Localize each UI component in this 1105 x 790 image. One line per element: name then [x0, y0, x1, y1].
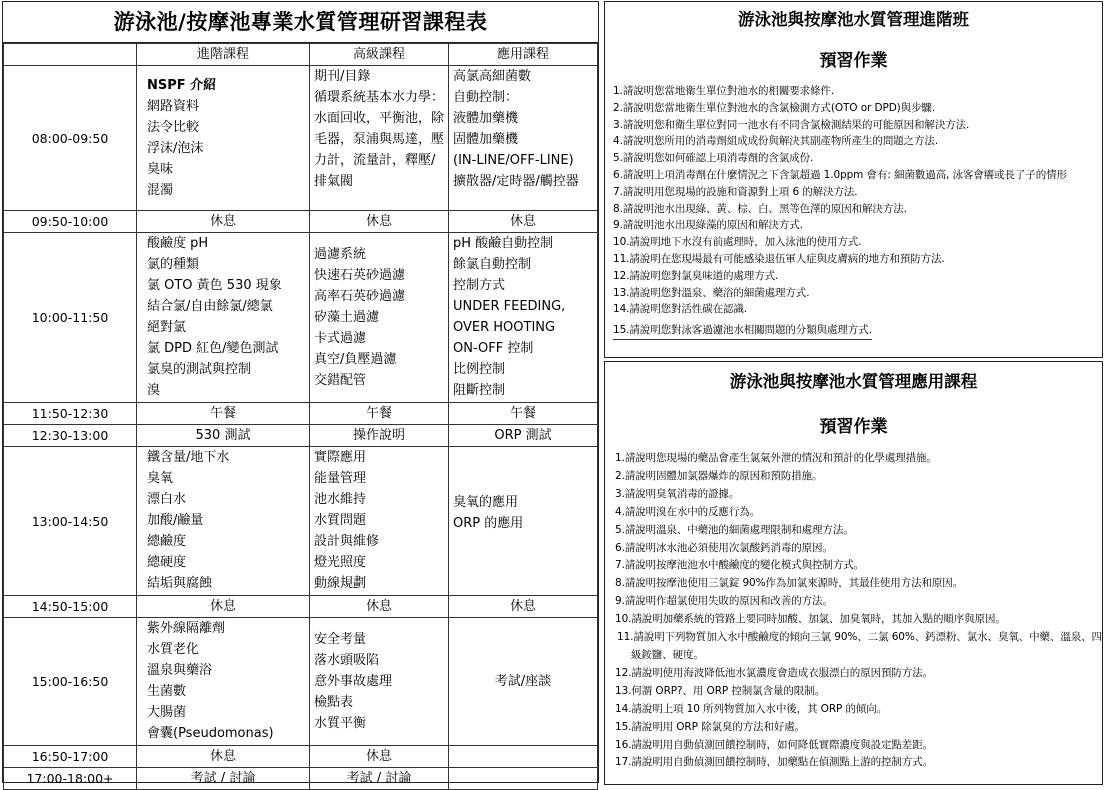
empty-cell: [449, 768, 598, 790]
question-item: 3.請說明您和衛生單位對同一池水有不同含氯檢測結果的可能原因和解決方法.: [613, 118, 970, 131]
header-applied: 應用課程: [449, 44, 598, 66]
cell-line: 檢點表: [314, 695, 354, 710]
course-cell: [137, 233, 310, 403]
break-cell: 休息: [310, 596, 449, 618]
schedule-panel: [2, 1, 599, 786]
cell-line: NSPF 介紹: [147, 78, 217, 93]
table-row: [4, 596, 598, 618]
cell-line: 臭氧: [147, 471, 174, 486]
cell-line: 混濁: [147, 183, 174, 198]
question-item: 12.請說明您對氯臭味道的處理方式.: [613, 269, 779, 282]
cell-line: OVER HOOTING: [453, 320, 556, 335]
cell-line: 絕對氯: [147, 320, 187, 335]
question-item: 9.請說明池水出現綠藻的原因和解決方式.: [613, 219, 803, 232]
cell-line: 池水維持: [314, 492, 367, 507]
cell-line: 紫外線隔離劑: [147, 621, 226, 636]
cell-line: 氯 DPD 紅色/變色測試: [147, 341, 279, 356]
question-item: 5.請說明溫泉、中藥池的細菌處理限制和處理方法。: [615, 523, 854, 536]
cell-line: 比例控制: [453, 362, 506, 377]
course-cell: [310, 233, 449, 403]
question-item: 8.請說明按摩池使用三氯錠 90%作為加氯來源時，其最佳使用方法和原因。: [615, 577, 964, 590]
question-item: 7.請說明用您現場的設施和資源對上項 6 的解決方法.: [613, 185, 858, 198]
cell-line: 水質問題: [314, 513, 367, 528]
cell-line: 總硬度: [147, 555, 187, 570]
cell-line: 水質平衡: [314, 716, 367, 731]
cell-line: 矽藻土過濾: [314, 310, 380, 325]
exam-cell: 考試/座談: [449, 618, 598, 746]
cell-line: 阻斷控制: [453, 383, 506, 398]
cell-line: 控制方式: [453, 278, 506, 293]
cell-line: 液體加藥機: [453, 111, 519, 126]
time-cell: 12:30-13:00: [4, 425, 137, 447]
cell-line: ON-OFF 控制: [453, 341, 534, 356]
table-row: [4, 403, 598, 425]
table-row: [4, 233, 598, 403]
question-item: 5.請說明您如何確認上項消毒劑的含氯成份.: [613, 152, 814, 165]
applied-title: 游泳池與按摩池水質管理應用課程: [729, 372, 978, 391]
cell-line: 臭氧的應用: [453, 495, 519, 510]
question-item: 11.請說明下列物質加入水中酸鹼度的傾向三氯 90%、二氯 60%、鈣漂粉、氯水、臭氧、中藥、溫泉、四級銨鹽、硬度。: [617, 631, 1102, 661]
course-cell: [449, 233, 598, 403]
cell-line: 臭味: [147, 162, 174, 177]
applied-subtitle: 預習作業: [819, 417, 888, 437]
cell-line: 動線規劃: [314, 576, 367, 591]
time-cell: 11:50-12:30: [4, 403, 137, 425]
cell-line: 意外事故處理: [314, 674, 393, 689]
break-cell: 休息: [137, 746, 310, 768]
cell-line: 大腸菌: [147, 705, 187, 720]
course-cell: [449, 447, 598, 596]
cell-line: 餘氯自動控制: [453, 257, 532, 272]
cell-line: 高氯高細菌數: [453, 69, 532, 84]
course-cell: [137, 618, 310, 746]
cell-line: 固體加藥機: [453, 132, 519, 147]
cell-line: 安全考量: [314, 632, 367, 647]
break-cell: 休息: [310, 211, 449, 233]
cell-line: 鐵含量/地下水: [147, 450, 230, 465]
cell-line: 生菌數: [147, 684, 187, 699]
header-row: [4, 44, 598, 66]
cell-line: UNDER FEEDING,: [453, 299, 566, 314]
schedule-table: [3, 43, 598, 790]
time-cell: 16:50-17:00: [4, 746, 137, 768]
cell-line: 會囊(Pseudomonas): [147, 726, 274, 741]
practice-cell: ORP 測試: [449, 425, 598, 447]
advanced-question-list: [605, 83, 1102, 340]
cell-line: 氯的種類: [147, 257, 200, 272]
course-cell: [137, 66, 310, 211]
lunch-cell: 午餐: [137, 403, 310, 425]
question-item: 6.請說明冰水池必須使用次氯酸鈣消毒的原因。: [615, 541, 833, 554]
empty-cell: [449, 746, 598, 768]
break-cell: 休息: [449, 211, 598, 233]
cell-line: 實際應用: [314, 450, 367, 465]
question-item: 15.請說明用 ORP 除氯臭的方法和好處。: [615, 720, 806, 733]
time-cell: 17:00-18:00+: [4, 768, 137, 790]
cell-line: 擴散器/定時器/觸控器: [453, 174, 579, 189]
cell-line: 燈光照度: [314, 555, 367, 570]
question-item: 4.請說明您所用的消毒劑組成成份與解決其副產物所產生的問題之方法.: [613, 135, 939, 148]
question-item: 1.請說明您當地衛生單位對池水的相關要求條件.: [613, 85, 835, 97]
exam-cell: 考試 / 討論: [137, 768, 310, 790]
question-item: 9.請說明作超氯使用失敗的原因和改善的方法。: [615, 595, 833, 608]
question-item: 10.請說明加藥系統的管路上要同時加酸、加氯、加臭氧時，其加入點的順序與原因。: [615, 613, 1006, 626]
question-item: 8.請說明池水出現綠、黃、棕、白、黑等色澤的原因和解決方法.: [613, 202, 907, 215]
question-item: 17.請說明用自動偵測回饋控制時，加藥點在偵測點上游的控制方式。: [615, 756, 933, 769]
advanced-homework-panel: [604, 1, 1103, 358]
cell-line: 氯臭的測試與控制: [147, 362, 252, 377]
table-row: [4, 746, 598, 768]
question-item: 11.請說明在您現場最有可能感染退伍軍人症與皮膚病的地方和預防方法.: [613, 252, 945, 265]
question-item: 12.請說明使用海波降低池水氯濃度會造成衣服漂白的原因預防方法。: [615, 666, 933, 679]
course-cell: [310, 447, 449, 596]
table-row: [4, 768, 598, 790]
time-cell: 09:50-10:00: [4, 211, 137, 233]
time-cell: 15:00-16:50: [4, 618, 137, 746]
advanced-title: 游泳池與按摩池水質管理進階班: [738, 10, 969, 29]
practice-cell: 操作說明: [310, 425, 449, 447]
cell-line: 氯 OTO 黃色 530 現象: [147, 278, 282, 293]
question-item: 13.請說明您對溫泉、藥浴的細菌處理方式.: [613, 286, 810, 299]
cell-line: 結垢與腐蝕: [147, 576, 213, 591]
cell-line: 設計與維修: [314, 534, 380, 549]
course-cell: [310, 618, 449, 746]
time-cell: 14:50-15:00: [4, 596, 137, 618]
question-item: 3.請說明臭氧消毒的證據。: [615, 487, 740, 500]
cell-line: 自動控制：: [453, 90, 519, 105]
cell-line: 真空/負壓過濾: [314, 352, 397, 367]
cell-line: 水質老化: [147, 642, 200, 657]
lunch-cell: 午餐: [449, 403, 598, 425]
cell-line: 加酸/鹼量: [147, 513, 204, 528]
course-cell: [137, 447, 310, 596]
question-item: 6.請說明上項消毒劑在什麼情況之下含氯超過 1.0ppm 會有: 細菌數過高, 泳客會癢或長了子的情形: [613, 168, 1067, 181]
cell-line: 法令比較: [147, 120, 200, 135]
table-row: [4, 211, 598, 233]
cell-line: 卡式過濾: [314, 331, 367, 346]
practice-cell: 530 測試: [137, 425, 310, 447]
break-cell: 休息: [310, 746, 449, 768]
exam-cell: 考試 / 討論: [310, 768, 449, 790]
applied-question-list: [605, 450, 1102, 772]
question-item: 1.請說明您現場的藥品會產生氯氣外泄的情況和預計的化學處理措施。: [615, 452, 937, 464]
table-row: [4, 66, 598, 211]
course-cell: [449, 66, 598, 211]
header-senior: 高級課程: [310, 44, 449, 66]
cell-line: 漂白水: [147, 492, 187, 507]
question-item: 14.請說明上項 10 所列物質加入水中後，其 ORP 的傾向。: [615, 702, 888, 715]
table-row: [4, 425, 598, 447]
cell-line: 期刊/目錄: [314, 69, 371, 84]
break-cell: 休息: [449, 596, 598, 618]
table-row: [4, 447, 598, 596]
cell-line: 交錯配管: [314, 373, 367, 388]
question-item: 13.何謂 ORP?、用 ORP 控制氯含量的限制。: [615, 684, 825, 697]
time-cell: 10:00-11:50: [4, 233, 137, 403]
time-cell: 08:00-09:50: [4, 66, 137, 211]
question-item: 14.請說明您對活性碳在認識.: [613, 303, 748, 316]
question-item: 4.請說明溴在水中的反應行為。: [615, 505, 761, 518]
lunch-cell: 午餐: [310, 403, 449, 425]
table-row: [4, 618, 598, 746]
cell-line: 水面回收，平衡池，除毛器，泵浦與馬達，壓力計，流量計，釋壓/排氣閥: [314, 111, 445, 189]
applied-homework-panel: [604, 361, 1103, 785]
cell-line: 落水頭吸陷: [314, 653, 380, 668]
advanced-subtitle: 預習作業: [819, 51, 888, 71]
break-cell: 休息: [137, 211, 310, 233]
cell-line: ORP 的應用: [453, 516, 524, 531]
cell-line: 過濾系統: [314, 247, 367, 262]
question-item: 10.請說明地下水沒有前處理時，加入泳池的使用方式.: [613, 236, 862, 249]
cell-line: (IN-LINE/OFF-LINE): [453, 153, 574, 168]
question-item: 7.請說明按摩池池水中酸鹼度的變化模式與控制方式。: [615, 559, 865, 572]
question-item: 15.請說明您對泳客過濾池水相關問題的分類與處理方式.: [613, 322, 872, 340]
cell-line: 溫泉與藥浴: [147, 663, 213, 678]
cell-line: 結合氯/自由餘氯/總氯: [147, 299, 273, 314]
question-item: 2.請說明您當地衛生單位對池水的含氯檢測方式(OTO or DPD)與步驟.: [613, 101, 936, 114]
header-advanced: 進階課程: [137, 44, 310, 66]
cell-line: 酸鹼度 pH: [147, 236, 209, 251]
time-cell: 13:00-14:50: [4, 447, 137, 596]
cell-line: 網路資料: [147, 99, 200, 114]
question-item: 2.請說明固體加氯器爆炸的原因和預防措施。: [615, 469, 823, 482]
cell-line: 浮沫/泡沫: [147, 141, 204, 156]
question-item: 16.請說明用自動偵測回饋控制時，如何降低實際濃度與設定點差距。: [615, 738, 933, 751]
cell-line: pH 酸鹼自動控制: [453, 236, 554, 251]
course-cell: [310, 66, 449, 211]
cell-line: 循環系統基本水力學：: [314, 90, 445, 105]
cell-line: 溴: [147, 383, 161, 398]
break-cell: 休息: [137, 596, 310, 618]
cell-line: 快速石英砂過濾: [314, 268, 406, 283]
schedule-title: 游泳池/按摩池專業水質管理研習課程表: [3, 2, 598, 43]
cell-line: 總鹼度: [147, 534, 187, 549]
header-time: [4, 44, 137, 66]
cell-line: 高率石英砂過濾: [314, 289, 406, 304]
cell-line: 能量管理: [314, 471, 367, 486]
